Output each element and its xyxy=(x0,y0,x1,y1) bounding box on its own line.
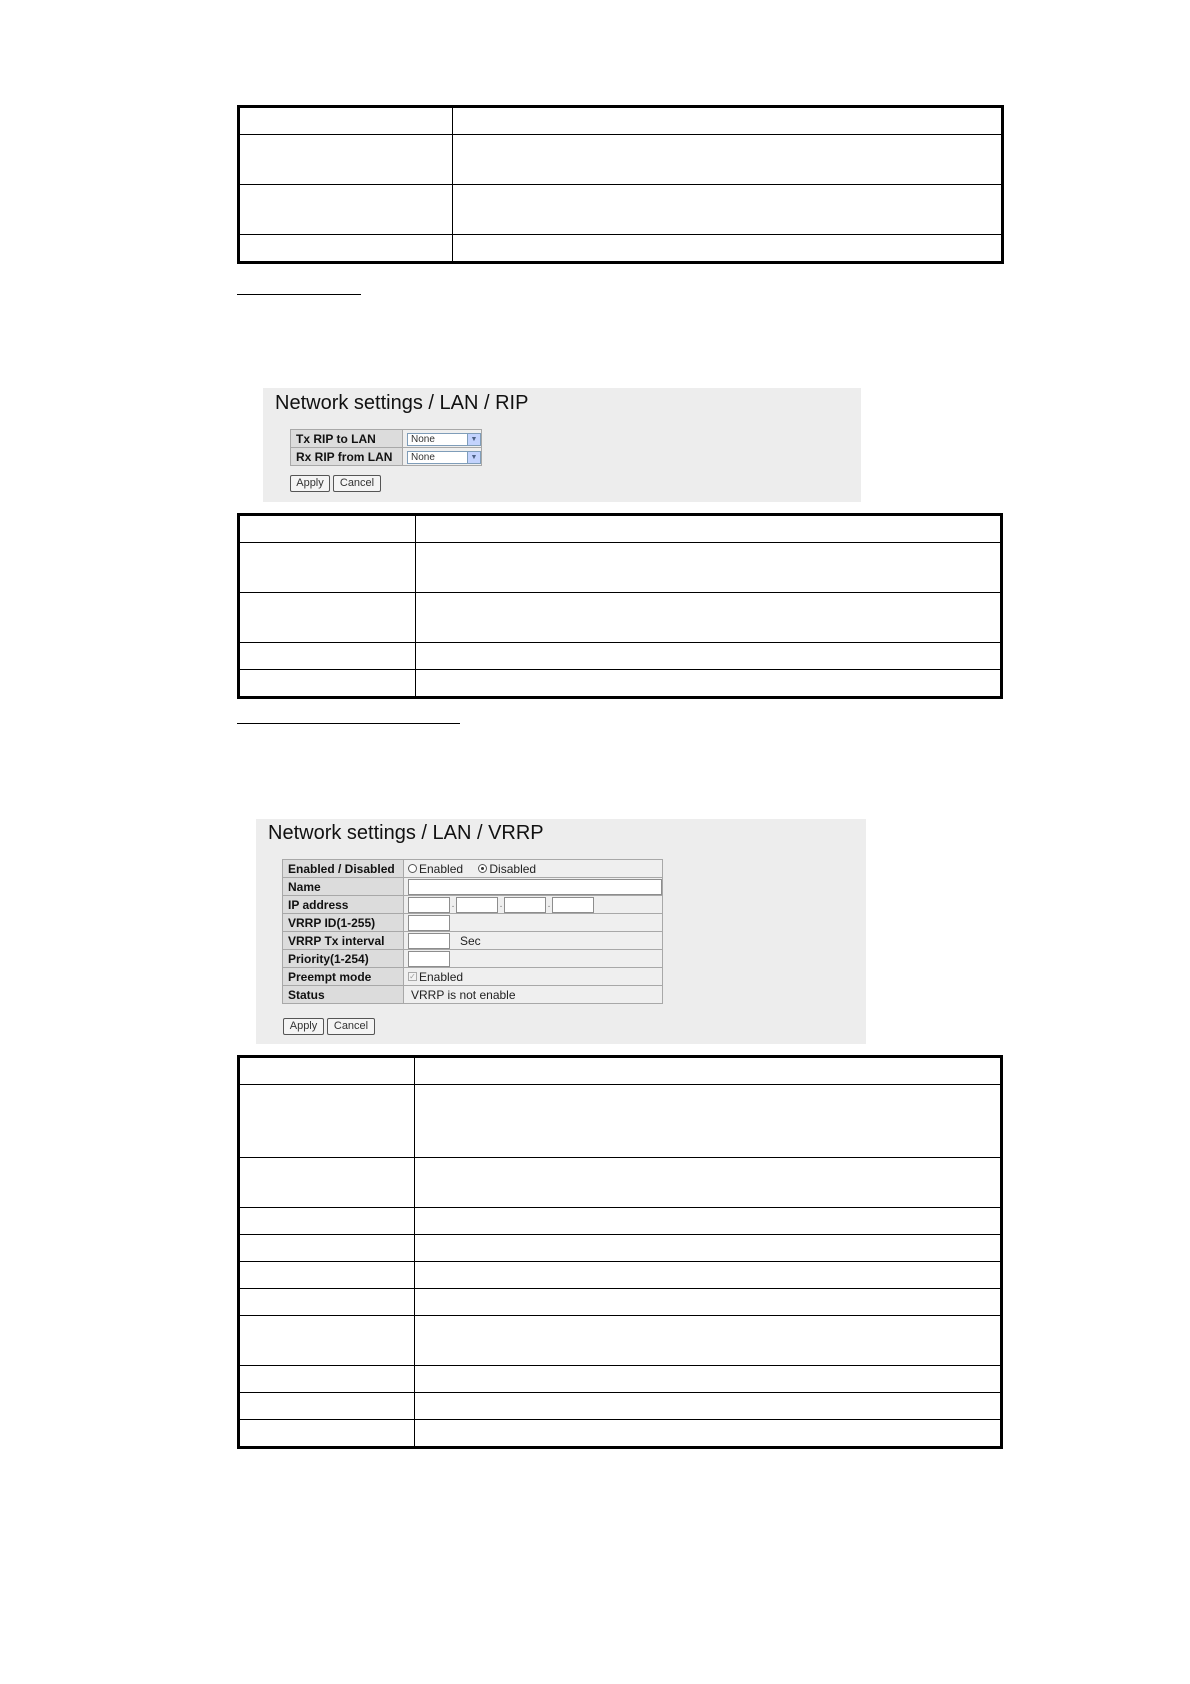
table-row xyxy=(239,593,1002,643)
form-row xyxy=(283,896,663,914)
table-row xyxy=(239,1366,1002,1393)
name-label: Name xyxy=(283,878,404,896)
enabled-radio-label: Enabled xyxy=(419,861,464,876)
doc-table-1 xyxy=(237,105,1004,264)
ip-dot: . xyxy=(451,899,455,910)
form-row xyxy=(283,878,663,896)
table-row xyxy=(239,1420,1002,1448)
table-row xyxy=(239,1235,1002,1262)
doc-table-2 xyxy=(237,513,1003,699)
chevron-down-icon: ▼ xyxy=(467,434,480,445)
form-row xyxy=(291,430,482,448)
preempt-mode-label: Preempt mode xyxy=(283,968,404,986)
tx-interval-unit: Sec xyxy=(460,933,481,948)
table-row xyxy=(239,1262,1002,1289)
tx-interval-input[interactable] xyxy=(408,933,450,949)
rx-rip-label: Rx RIP from LAN xyxy=(291,448,403,466)
table-row xyxy=(239,1085,1002,1158)
rx-rip-select-value: None xyxy=(411,451,435,463)
table-row xyxy=(239,515,1002,543)
table-row xyxy=(239,107,1003,135)
ip-octet-4-input[interactable] xyxy=(552,897,594,913)
section-underline xyxy=(237,723,460,724)
form-row xyxy=(283,914,663,932)
vrrp-apply-button[interactable]: Apply xyxy=(283,1018,324,1035)
preempt-mode-cell xyxy=(404,968,663,986)
section-underline xyxy=(237,294,361,295)
rip-apply-button[interactable]: Apply xyxy=(290,475,330,492)
disabled-radio-label: Disabled xyxy=(489,861,537,876)
rip-form xyxy=(290,429,482,466)
table-row xyxy=(239,1158,1002,1208)
priority-cell xyxy=(404,950,663,968)
priority-input[interactable] xyxy=(408,951,450,967)
disabled-radio[interactable] xyxy=(478,864,487,873)
rx-rip-cell xyxy=(403,448,482,466)
tx-rip-select[interactable] xyxy=(407,433,481,446)
preempt-checkbox-label: Enabled xyxy=(419,969,464,984)
table-row xyxy=(239,1316,1002,1366)
enabled-disabled-label: Enabled / Disabled xyxy=(283,860,404,878)
form-row xyxy=(283,986,663,1004)
vrrp-panel xyxy=(256,819,866,1044)
vrrp-cancel-button[interactable]: Cancel xyxy=(327,1018,375,1035)
rip-panel-title: Network settings / LAN / RIP xyxy=(275,392,529,414)
ip-address-label: IP address xyxy=(283,896,404,914)
rx-rip-select[interactable] xyxy=(407,451,481,464)
chevron-down-icon: ▼ xyxy=(467,452,480,463)
name-input[interactable] xyxy=(408,879,662,895)
vrrp-panel-title: Network settings / LAN / VRRP xyxy=(268,822,544,844)
tx-interval-cell xyxy=(404,932,663,950)
form-row xyxy=(283,860,663,878)
table-row xyxy=(239,670,1002,698)
doc-table-3 xyxy=(237,1055,1003,1449)
table-row xyxy=(239,1208,1002,1235)
tx-interval-label: VRRP Tx interval xyxy=(283,932,404,950)
ip-octet-3-input[interactable] xyxy=(504,897,546,913)
tx-rip-cell xyxy=(403,430,482,448)
ip-address-cell xyxy=(404,896,663,914)
ip-dot: . xyxy=(547,899,551,910)
table-row xyxy=(239,1289,1002,1316)
table-row xyxy=(239,1393,1002,1420)
ip-octet-2-input[interactable] xyxy=(456,897,498,913)
rip-panel xyxy=(263,388,861,502)
priority-label: Priority(1-254) xyxy=(283,950,404,968)
form-row xyxy=(291,448,482,466)
preempt-checkbox[interactable]: ✓ xyxy=(409,972,416,982)
name-cell xyxy=(404,878,663,896)
vrrp-id-label: VRRP ID(1-255) xyxy=(283,914,404,932)
status-value: VRRP is not enable xyxy=(404,986,663,1004)
form-row xyxy=(283,950,663,968)
enabled-disabled-cell xyxy=(404,860,663,878)
tx-rip-select-value: None xyxy=(411,433,435,445)
form-row xyxy=(283,968,663,986)
tx-rip-label: Tx RIP to LAN xyxy=(291,430,403,448)
ip-dot: . xyxy=(499,899,503,910)
table-row xyxy=(239,1057,1002,1085)
table-row xyxy=(239,135,1003,185)
rip-cancel-button[interactable]: Cancel xyxy=(333,475,381,492)
ip-octet-1-input[interactable] xyxy=(408,897,450,913)
vrrp-id-cell xyxy=(404,914,663,932)
vrrp-id-input[interactable] xyxy=(408,915,450,931)
enabled-radio[interactable] xyxy=(408,864,417,873)
vrrp-form xyxy=(282,859,663,1004)
table-row xyxy=(239,543,1002,593)
table-row xyxy=(239,185,1003,235)
table-row xyxy=(239,643,1002,670)
form-row xyxy=(283,932,663,950)
table-row xyxy=(239,235,1003,263)
status-label: Status xyxy=(283,986,404,1004)
